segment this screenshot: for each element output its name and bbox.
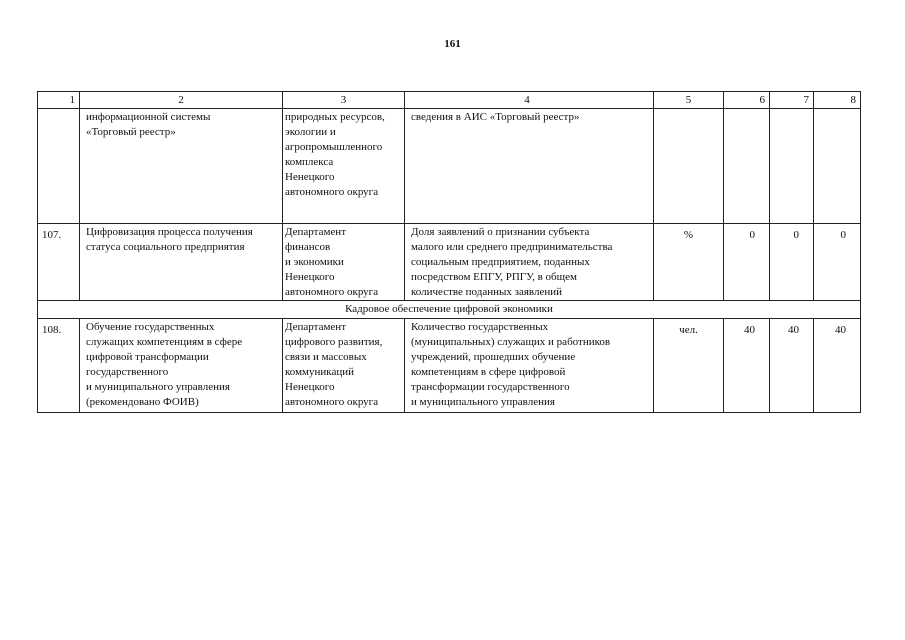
row-number: 107. — [38, 224, 80, 301]
section-title: Кадровое обеспечение цифровой экономики — [38, 301, 861, 319]
value-cell: 40 — [814, 319, 861, 413]
table-row — [38, 224, 861, 301]
column-header: 3 — [283, 92, 405, 109]
row-number: 108. — [38, 319, 80, 413]
responsible-executor: Департамент цифрового развития, связи и массовых коммуникаций Ненецкого автономного округа — [283, 319, 405, 413]
value-cell: 0 — [770, 224, 814, 301]
unit-cell — [654, 109, 724, 224]
unit-cell: чел. — [654, 319, 724, 413]
value-cell — [724, 109, 770, 224]
section-row — [38, 301, 861, 319]
measure-name: информационной системы «Торговый реестр» — [80, 109, 283, 224]
measure-name: Обучение государственных служащих компетенциям в сфере цифровой трансформации государственного и муниципального управления (рекомендовано ФОИВ) — [80, 319, 283, 413]
measure-name: Цифровизация процесса получения статуса социального предприятия — [80, 224, 283, 301]
unit-cell: % — [654, 224, 724, 301]
header-row — [38, 92, 861, 109]
column-header: 1 — [38, 92, 80, 109]
column-header: 7 — [770, 92, 814, 109]
indicator-text: Количество государственных (муниципальных) служащих и работников учреждений, прошедших обучение компетенциям в сфере цифровой трансформации государственного и муниципального управления — [405, 319, 654, 413]
column-header: 4 — [405, 92, 654, 109]
indicator-text: Доля заявлений о признании субъекта малого или среднего предпринимательства социальным предприятием, поданных посредством ЕПГУ, РПГУ, в общем количестве поданных заявлений — [405, 224, 654, 301]
page-number: 161 — [444, 38, 461, 50]
measures-table — [37, 91, 861, 413]
column-header: 2 — [80, 92, 283, 109]
column-header: 6 — [724, 92, 770, 109]
row-number — [38, 109, 80, 224]
responsible-executor: Департамент финансов и экономики Ненецкого автономного округа — [283, 224, 405, 301]
value-cell: 40 — [770, 319, 814, 413]
responsible-executor: природных ресурсов, экологии и агропромышленного комплекса Ненецкого автономного округа — [283, 109, 405, 224]
column-header: 5 — [654, 92, 724, 109]
table-row — [38, 319, 861, 413]
value-cell — [770, 109, 814, 224]
value-cell — [814, 109, 861, 224]
value-cell: 0 — [814, 224, 861, 301]
table-row — [38, 109, 861, 224]
value-cell: 40 — [724, 319, 770, 413]
value-cell: 0 — [724, 224, 770, 301]
indicator-text: сведения в АИС «Торговый реестр» — [405, 109, 654, 224]
column-header: 8 — [814, 92, 861, 109]
